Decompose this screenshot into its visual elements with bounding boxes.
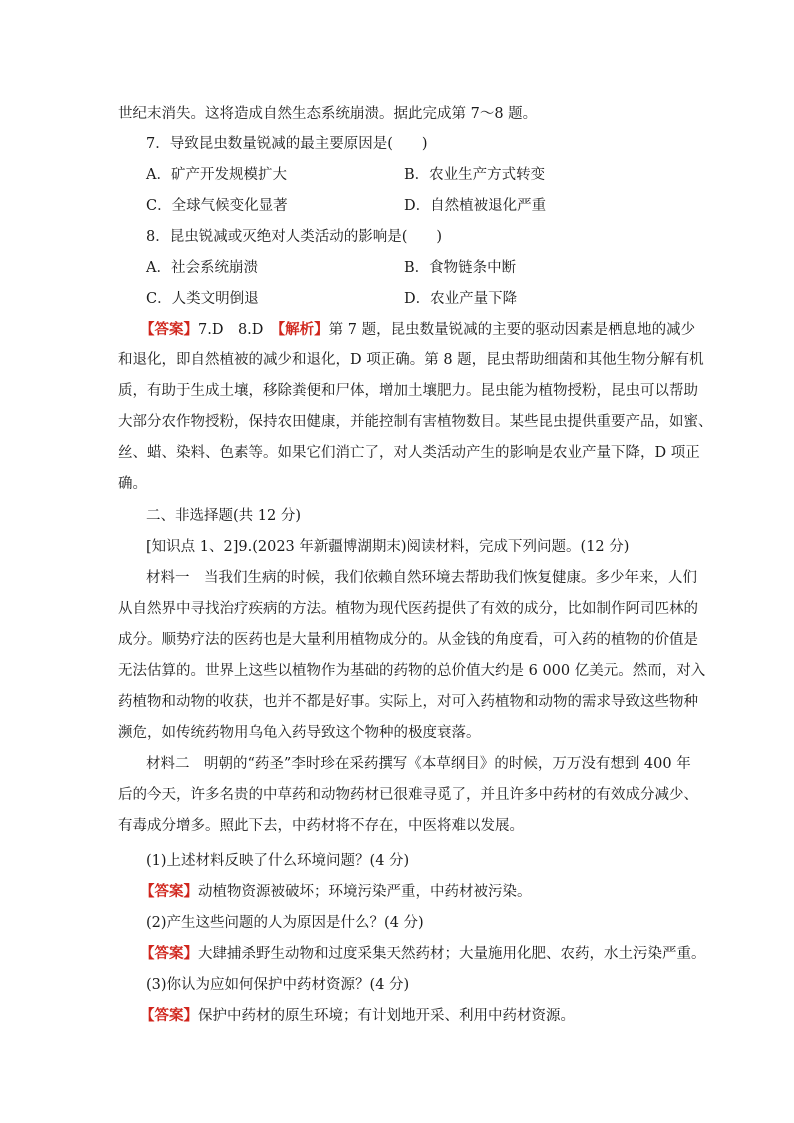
q7-option-d: D．自然植被退化严重 xyxy=(404,198,547,214)
answer-tag: 【答案】 xyxy=(140,1007,198,1024)
material1-line: 濒危，如传统药物用乌龟入药导致这个物种的极度衰落。 xyxy=(118,725,481,741)
analysis-tag: 【解析】 xyxy=(277,321,329,338)
q8-options-row2 xyxy=(146,289,716,309)
q8-option-d: D．农业产量下降 xyxy=(404,291,518,307)
answer-value: 7.D 8.D xyxy=(198,322,278,338)
analysis-line: 确。 xyxy=(118,476,147,492)
q8-option-c: C．人类文明倒退 xyxy=(146,291,259,307)
material2-line: 材料二 明朝的“药圣”李时珍在采药撰写《本草纲目》的时候，万万没有想到 400 年 xyxy=(146,756,691,772)
sub3-answer xyxy=(140,1006,710,1026)
section-title: 二、非选择题(共 12 分) xyxy=(146,508,301,524)
q7-option-c: C．全球气候变化显著 xyxy=(146,198,288,214)
q7-options-row1 xyxy=(146,165,716,185)
q9-head: [知识点 1、2]9.(2023 年新疆博湖期末)阅读材料，完成下列问题。(12 分) xyxy=(146,539,630,555)
answer-text: 大肆捕杀野生动物和过度采集天然药材；大量施用化肥、农药，水土污染严重。 xyxy=(198,946,706,962)
answer-tag: 【答案】 xyxy=(140,945,198,962)
material2-line: 后的今天，许多名贵的中草药和动物药材已很难寻觅了，并且许多中药材的有效成分减少、 xyxy=(118,787,698,803)
analysis-text: 第 7 题，昆虫数量锐减的主要的驱动因素是栖息地的减少 xyxy=(328,322,696,338)
answer-tag: 【答案】 xyxy=(140,883,198,900)
sub3-question: (3)你认为应如何保护中药材资源？(4 分) xyxy=(146,977,410,993)
analysis-line: 和退化，即自然植被的减少和退化，D 项正确。第 8 题，昆虫帮助细菌和其他生物分解有机 xyxy=(118,352,704,368)
analysis-line: 丝、蜡、染料、色素等。如果它们消亡了，对人类活动产生的影响是农业产量下降，D 项正 xyxy=(118,445,700,461)
sub1-answer xyxy=(140,882,710,902)
intro-tail: 世纪末消失。这将造成自然生态系统崩溃。据此完成第 7～8 题。 xyxy=(118,106,538,122)
analysis-line: 大部分农作物授粉，保持农田健康，并能控制有害植物数目。某些昆虫提供重要产品，如蜜、 xyxy=(118,414,713,430)
material1-line: 从自然界中寻找治疗疾病的方法。植物为现代医药提供了有效的成分，比如制作阿司匹林的 xyxy=(118,601,698,617)
q8-option-a: A．社会系统崩溃 xyxy=(146,260,258,276)
material1-line: 无法估算的。世界上这些以植物作为基础的药物的总价值大约是 6 000 亿美元。然而，对入 xyxy=(118,663,706,679)
answer-text: 动植物资源被破坏；环境污染严重，中药材被污染。 xyxy=(198,884,532,900)
q7-option-b: B．农业生产方式转变 xyxy=(404,167,546,183)
answer-7-8-line1 xyxy=(140,320,710,340)
q7-stem: 7．导致昆虫数量锐减的最主要原因是( ) xyxy=(146,136,428,152)
sub1-question: (1)上述材料反映了什么环境问题？(4 分) xyxy=(146,853,410,869)
q7-options-row2 xyxy=(146,196,716,216)
material1-line: 药植物和动物的收获，也并不都是好事。实际上，对可入药植物和动物的需求导致这些物种 xyxy=(118,694,698,710)
q7-option-a: A．矿产开发规模扩大 xyxy=(146,167,287,183)
q8-stem: 8．昆虫锐减或灭绝对人类活动的影响是( ) xyxy=(146,229,443,245)
answer-tag: 【答案】 xyxy=(140,321,198,338)
material2-line: 有毒成分增多。照此下去，中药材将不存在，中医将难以发展。 xyxy=(118,818,524,834)
material1-line: 成分。顺势疗法的医药也是大量利用植物成分的。从金钱的角度看，可入药的植物的价值是 xyxy=(118,632,698,648)
q8-options-row1 xyxy=(146,258,716,278)
material1-line: 材料一 当我们生病的时候，我们依赖自然环境去帮助我们恢复健康。多少年来，人们 xyxy=(146,570,697,586)
q8-option-b: B．食物链条中断 xyxy=(404,260,517,276)
sub2-answer xyxy=(140,944,710,964)
answer-text: 保护中药材的原生环境；有计划地开采、利用中药材资源。 xyxy=(198,1008,575,1024)
analysis-line: 质，有助于生成土壤，移除粪便和尸体，增加土壤肥力。昆虫能为植物授粉，昆虫可以帮助 xyxy=(118,383,698,399)
sub2-question: (2)产生这些问题的人为原因是什么？(4 分) xyxy=(146,915,424,931)
